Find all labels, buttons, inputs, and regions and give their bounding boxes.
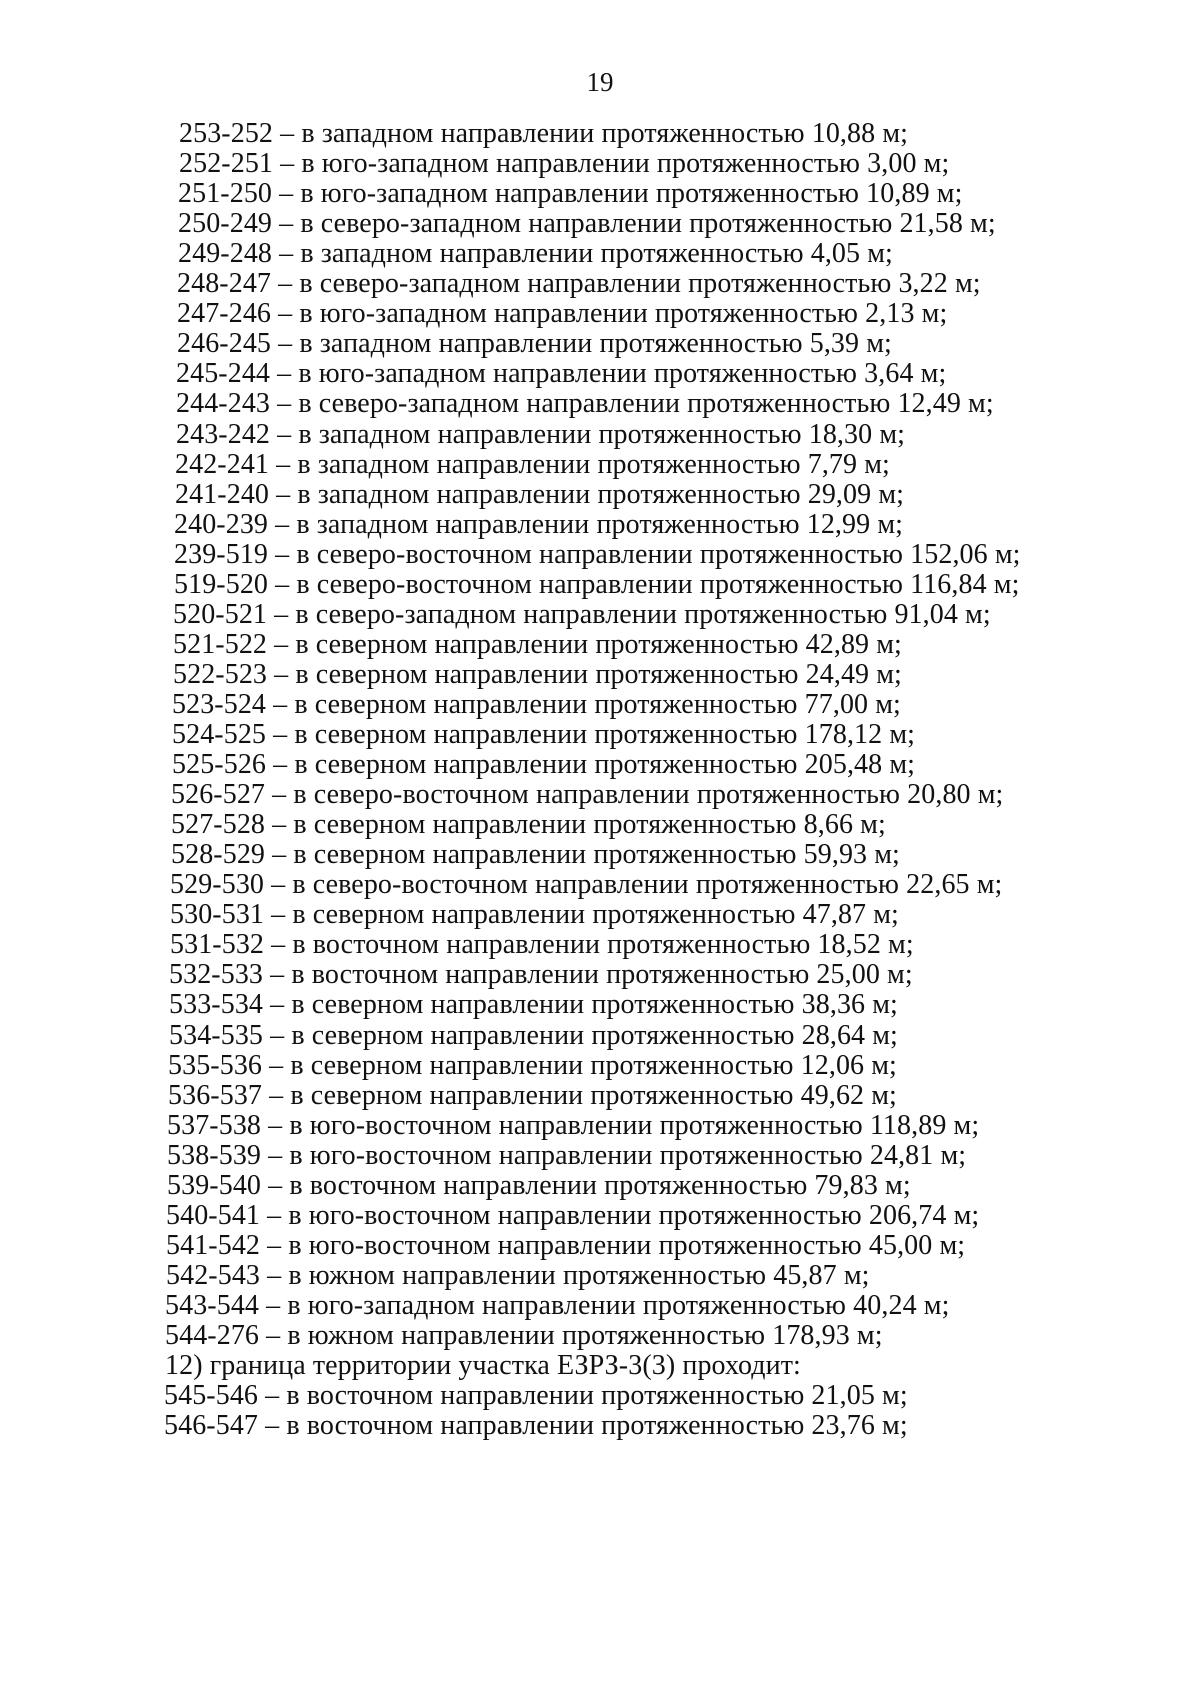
boundary-line: 523-524 – в северном направлении протяженностью 77,00 м;: [172, 689, 901, 720]
boundary-line: 251-250 – в юго-западном направлении протяженностью 10,89 м;: [178, 178, 963, 209]
boundary-line: 539-540 – в восточном направлении протяженностью 79,83 м;: [167, 1170, 911, 1201]
boundary-line: 524-525 – в северном направлении протяженностью 178,12 м;: [172, 719, 916, 750]
boundary-line: 527-528 – в северном направлении протяженностью 8,66 м;: [171, 809, 886, 840]
boundary-line: 241-240 – в западном направлении протяженностью 29,09 м;: [175, 479, 905, 510]
boundary-line: 243-242 – в западном направлении протяженностью 18,30 м;: [176, 419, 906, 450]
boundary-line: 532-533 – в восточном направлении протяженностью 25,00 м;: [169, 959, 913, 990]
boundary-line: 246-245 – в западном направлении протяженностью 5,39 м;: [177, 328, 892, 359]
boundary-line: 526-527 – в северо-восточном направлении протяженностью 20,80 м;: [171, 779, 1004, 810]
boundary-line: 531-532 – в восточном направлении протяженностью 18,52 м;: [170, 929, 914, 960]
boundary-line: 543-544 – в юго-западном направлении протяженностью 40,24 м;: [165, 1290, 950, 1321]
boundary-line: 537-538 – в юго-восточном направлении протяженностью 118,89 м;: [167, 1110, 980, 1141]
boundary-line: 529-530 – в северо-восточном направлении протяженностью 22,65 м;: [170, 869, 1003, 900]
boundary-line: 535-536 – в северном направлении протяженностью 12,06 м;: [168, 1050, 897, 1081]
boundary-line: 534-535 – в северном направлении протяженностью 28,64 м;: [169, 1020, 898, 1051]
boundary-line: 546-547 – в восточном направлении протяженностью 23,76 м;: [164, 1410, 908, 1441]
boundary-line: 240-239 – в западном направлении протяженностью 12,99 м;: [174, 509, 904, 540]
boundary-line: 253-252 – в западном направлении протяженностью 10,88 м;: [179, 118, 909, 149]
page-number: 19: [586, 67, 614, 97]
boundary-line: 542-543 – в южном направлении протяженностью 45,87 м;: [166, 1260, 870, 1291]
boundary-line: 248-247 – в северо-западном направлении протяженностью 3,22 м;: [177, 268, 981, 299]
boundary-line: 12) граница территории участка ЕЗРЗ-3(3) проходит:: [165, 1350, 801, 1381]
boundary-line: 522-523 – в северном направлении протяженностью 24,49 м;: [173, 659, 902, 690]
boundary-line: 244-243 – в северо-западном направлении протяженностью 12,49 м;: [176, 388, 994, 419]
boundary-line: 519-520 – в северо-восточном направлении протяженностью 116,84 м;: [174, 569, 1020, 600]
boundary-line: 533-534 – в северном направлении протяженностью 38,36 м;: [169, 989, 898, 1020]
boundary-line: 239-519 – в северо-восточном направлении протяженностью 152,06 м;: [174, 539, 1021, 570]
boundary-line: 540-541 – в юго-восточном направлении протяженностью 206,74 м;: [166, 1200, 980, 1231]
boundary-line: 521-522 – в северном направлении протяженностью 42,89 м;: [173, 629, 902, 660]
boundary-line: 536-537 – в северном направлении протяженностью 49,62 м;: [168, 1080, 897, 1111]
boundary-line: 545-546 – в восточном направлении протяженностью 21,05 м;: [164, 1380, 908, 1411]
boundary-line: 541-542 – в юго-восточном направлении протяженностью 45,00 м;: [166, 1230, 966, 1261]
boundary-line: 528-529 – в северном направлении протяженностью 59,93 м;: [171, 839, 900, 870]
boundary-line: 538-539 – в юго-восточном направлении протяженностью 24,81 м;: [167, 1140, 967, 1171]
boundary-line: 245-244 – в юго-западном направлении протяженностью 3,64 м;: [176, 358, 947, 389]
boundary-line: 247-246 – в юго-западном направлении протяженностью 2,13 м;: [177, 298, 948, 329]
boundary-line: 242-241 – в западном направлении протяженностью 7,79 м;: [175, 449, 890, 480]
boundary-line: 520-521 – в северо-западном направлении протяженностью 91,04 м;: [173, 599, 991, 630]
boundary-line: 250-249 – в северо-западном направлении протяженностью 21,58 м;: [178, 208, 996, 239]
boundary-line: 525-526 – в северном направлении протяженностью 205,48 м;: [172, 749, 916, 780]
boundary-line: 252-251 – в юго-западном направлении протяженностью 3,00 м;: [179, 148, 950, 179]
boundary-line: 530-531 – в северном направлении протяженностью 47,87 м;: [170, 899, 899, 930]
boundary-line: 249-248 – в западном направлении протяженностью 4,05 м;: [178, 238, 893, 269]
boundary-line: 544-276 – в южном направлении протяженностью 178,93 м;: [165, 1320, 883, 1351]
